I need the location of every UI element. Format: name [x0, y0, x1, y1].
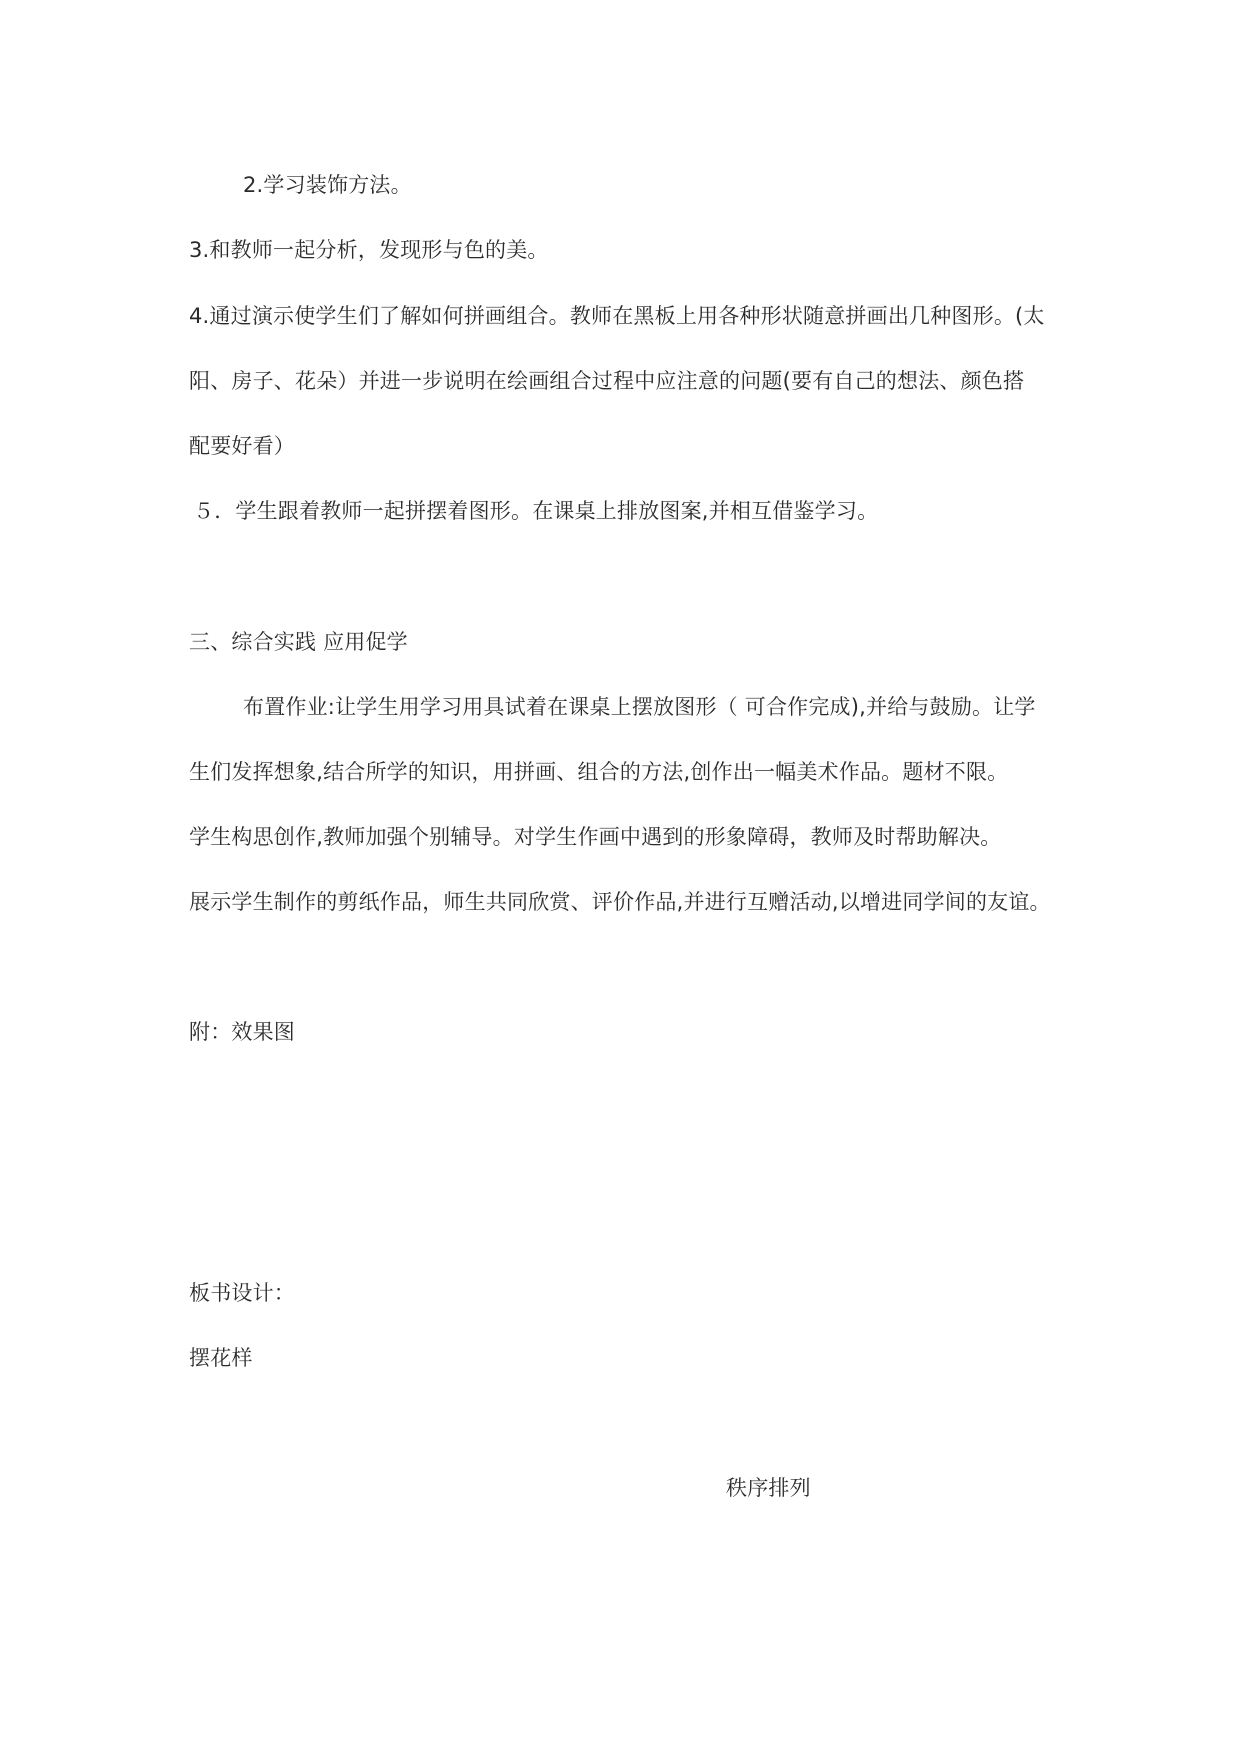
paragraph-create: 学生构思创作,教师加强个别辅导。对学生作画中遇到的形象障碍，教师及时帮助解决。	[189, 825, 1002, 849]
paragraph-step-4-line-2: 阳、房子、花朵）并进一步说明在绘画组合过程中应注意的问题(要有自己的想法、颜色搭	[189, 369, 1025, 393]
board-design-label: 板书设计：	[189, 1281, 295, 1305]
board-title: 摆花样	[189, 1346, 253, 1370]
paragraph-step-2: 2.学习装饰方法。	[243, 173, 412, 197]
section-heading-3: 三、综合实践 应用促学	[189, 630, 408, 654]
paragraph-step-3: 3.和教师一起分析，发现形与色的美。	[189, 238, 549, 262]
board-item-order: 秩序排列	[726, 1476, 811, 1500]
paragraph-step-5: ５．学生跟着教师一起拼摆着图形。在课桌上排放图案,并相互借鉴学习。	[193, 499, 879, 523]
paragraph-homework-line-1: 布置作业:让学生用学习用具试着在课桌上摆放图形（ 可合作完成),并给与鼓励。让学	[243, 695, 1036, 719]
paragraph-step-4-line-1: 4.通过演示使学生们了解如何拼画组合。教师在黑板上用各种形状随意拼画出几种图形。(太	[189, 304, 1045, 328]
paragraph-step-4-line-3: 配要好看）	[189, 434, 295, 458]
appendix-label: 附：效果图	[189, 1020, 295, 1044]
paragraph-show: 展示学生制作的剪纸作品，师生共同欣赏、评价作品,并进行互赠活动,以增进同学间的友谊。	[189, 890, 1051, 914]
paragraph-homework-line-2: 生们发挥想象,结合所学的知识，用拼画、组合的方法,创作出一幅美术作品。题材不限。	[189, 760, 1009, 784]
